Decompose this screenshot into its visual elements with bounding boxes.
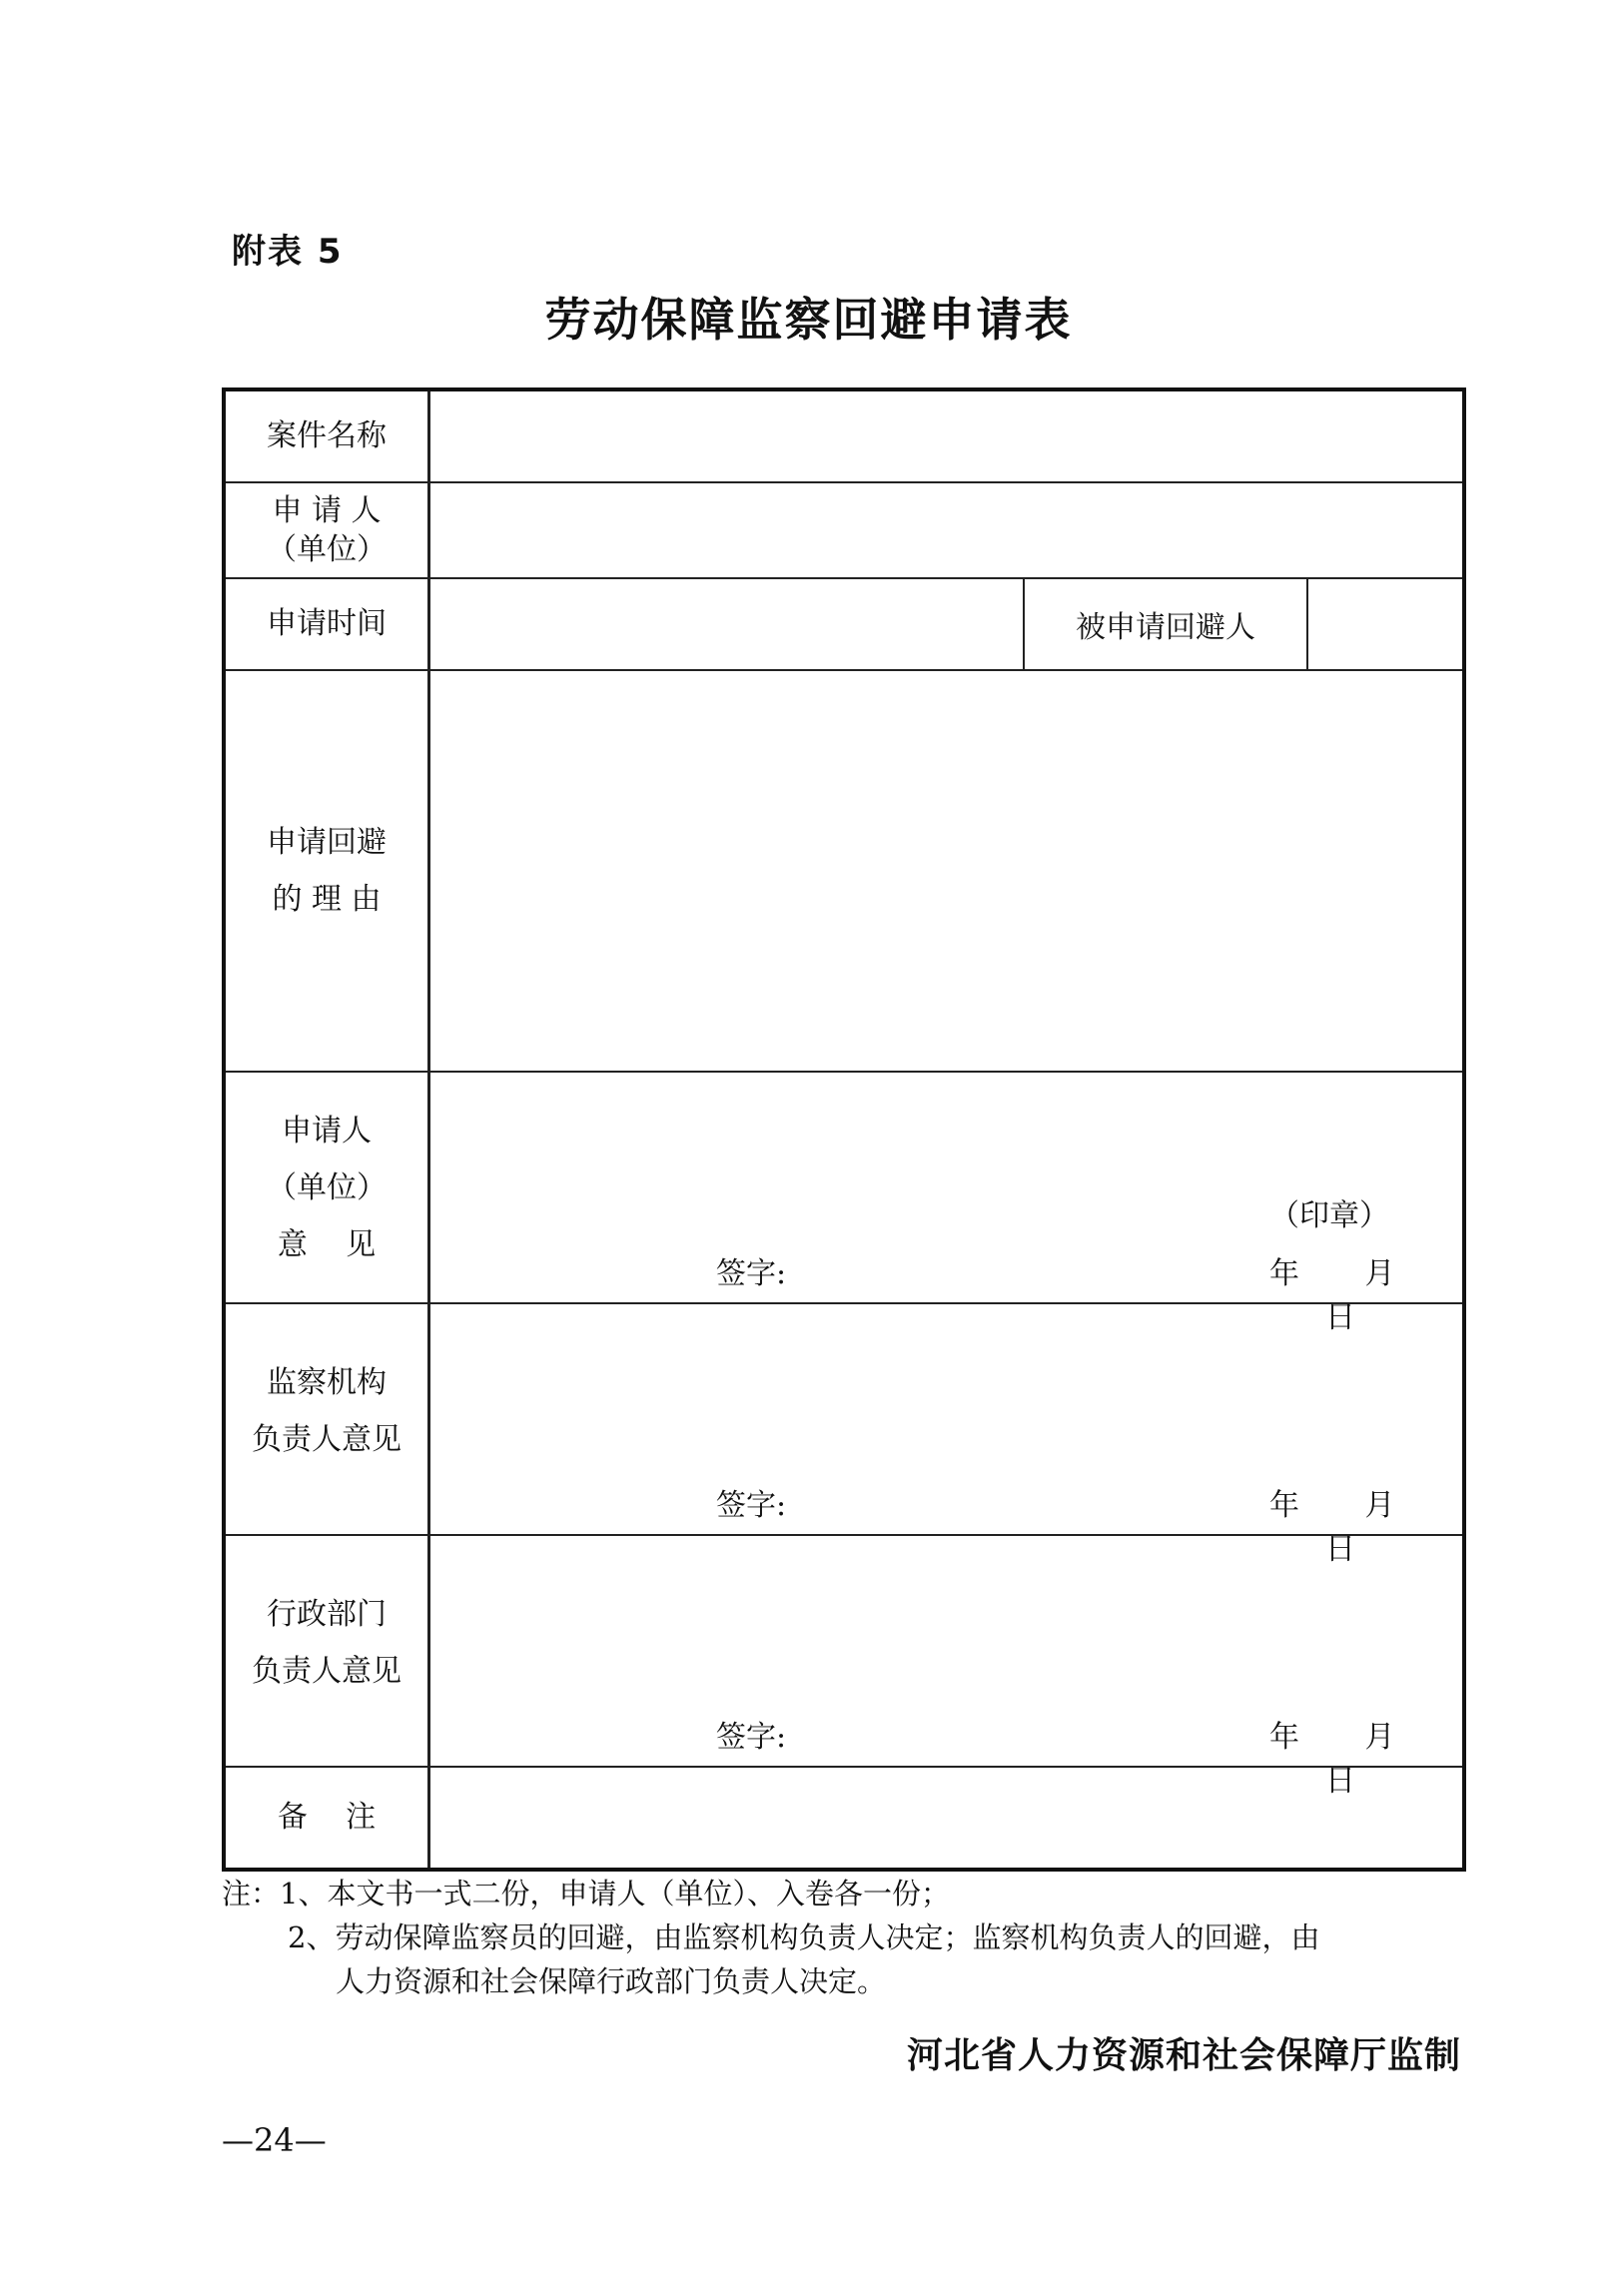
remarks-label-cell <box>226 1768 430 1868</box>
supervisor-signature-label: 签字: <box>716 1488 787 1523</box>
row-case-name <box>226 391 1462 483</box>
apply-time-field[interactable] <box>430 579 1023 669</box>
year-label: 年 <box>1269 1256 1299 1291</box>
applicant-opinion-line3: 意 见 <box>277 1226 377 1262</box>
applicant-field[interactable] <box>430 483 1462 577</box>
supervisor-opinion-label-cell <box>226 1304 430 1534</box>
form-notes <box>222 1872 1470 2003</box>
remarks-label: 备 注 <box>277 1799 377 1835</box>
case-name-label-cell <box>226 391 430 481</box>
row-apply-time <box>226 579 1462 671</box>
issuer-label: 河北省人力资源和社会保障厅监制 <box>906 2035 1461 2076</box>
note-line2: 2、劳动保障监察员的回避，由监察机构负责人决定；监察机构负责人的回避，由 <box>288 1920 1320 1954</box>
case-name-label: 案件名称 <box>267 417 387 453</box>
admin-opinion-line1: 行政部门 <box>267 1597 387 1632</box>
row-admin-opinion <box>226 1536 1462 1799</box>
month-label: 月 <box>1364 1488 1395 1523</box>
day-label: 日 <box>1325 1764 1355 1799</box>
applicant-opinion-label-cell <box>226 1073 430 1302</box>
recused-person-label: 被申请回避人 <box>1023 579 1308 669</box>
apply-time-label: 申请时间 <box>267 605 387 641</box>
admin-opinion-field[interactable] <box>430 1536 1462 1799</box>
case-name-field[interactable] <box>430 391 1462 481</box>
day-label: 日 <box>1325 1532 1355 1567</box>
recused-person-field[interactable] <box>1308 579 1462 669</box>
reason-label-line1: 申请回避 <box>267 825 387 860</box>
row-supervisor-opinion <box>226 1304 1462 1567</box>
admin-opinion-line2: 负责人意见 <box>252 1654 402 1689</box>
supervisor-opinion-line2: 负责人意见 <box>252 1422 402 1457</box>
applicant-opinion-line2: （单位） <box>267 1169 387 1205</box>
year-label: 年 <box>1269 1488 1299 1523</box>
seal-label: （印章） <box>1269 1198 1389 1233</box>
day-label: 日 <box>1325 1300 1355 1335</box>
row-remarks <box>226 1768 1462 1868</box>
reason-label-cell <box>226 671 430 1071</box>
admin-signature-label: 签字: <box>716 1720 787 1755</box>
supervisor-opinion-line1: 监察机构 <box>267 1365 387 1400</box>
month-label: 月 <box>1364 1256 1395 1291</box>
year-label: 年 <box>1269 1720 1299 1755</box>
apply-time-label-cell <box>226 579 430 669</box>
applicant-opinion-field[interactable] <box>430 1073 1462 1335</box>
reason-label-line2: 的 理 由 <box>272 882 382 917</box>
appendix-label: 附表 5 <box>232 232 344 272</box>
applicant-label-line1: 申 请 人 <box>272 493 382 528</box>
month-label: 月 <box>1364 1720 1395 1755</box>
applicant-opinion-line1: 申请人 <box>282 1113 372 1148</box>
apply-time-area <box>430 579 1462 669</box>
reason-field[interactable] <box>430 671 1462 1071</box>
note-line1: 注：1、本文书一式二份，申请人（单位）、入卷各一份； <box>222 1877 950 1911</box>
applicant-signature-label: 签字: <box>716 1256 787 1291</box>
applicant-label-cell <box>226 483 430 577</box>
supervisor-opinion-field[interactable] <box>430 1304 1462 1567</box>
recusal-application-form <box>222 387 1466 1872</box>
form-title: 劳动保障监察回避申请表 <box>544 293 1073 347</box>
row-reason <box>226 671 1462 1073</box>
page-number: —24— <box>222 2121 327 2159</box>
remarks-field[interactable] <box>430 1768 1462 1868</box>
admin-opinion-label-cell <box>226 1536 430 1766</box>
applicant-label-line2: （单位） <box>267 532 387 567</box>
row-applicant <box>226 483 1462 579</box>
note-line3: 人力资源和社会保障行政部门负责人决定。 <box>336 1964 887 1998</box>
row-applicant-opinion <box>226 1073 1462 1335</box>
